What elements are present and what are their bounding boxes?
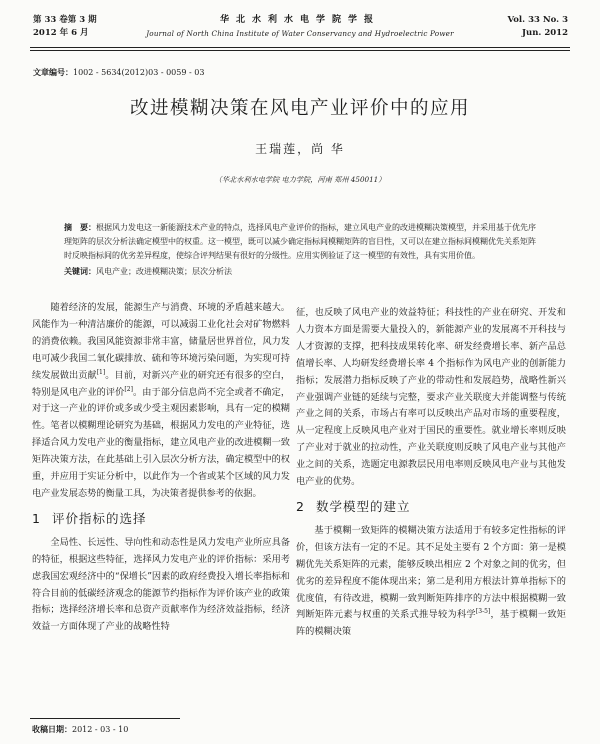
affiliation: （华北水利水电学院 电力学院，河南 郑州 450011）: [214, 175, 386, 184]
volume-label: Vol. 33 No. 3: [507, 15, 568, 25]
footnote: [32, 724, 128, 735]
intro-paragraph: 随着经济的发展，能源生产与消费、环境的矛盾越来越大。风能作为一种清洁廉价的能源，可以减弱工业化社会对矿物燃料的消费依赖。我国风能资源非常丰富，储量居世界首位，风力发电可减少我国二氧化碳排放、硫和等环境污染问题，为实现可持续发展做出贡献[1]。目前，对新兴产业的研究还有很多的空白，特别是风电产业的评价[2]。由于部分信息尚不完全或者不确定，对于这一产业的评价或多或少受主观因素影响，具有一定的模糊性。笔者以模糊理论研究为基础，根据风力发电的产业特征，选择适合风力发电产业的衡量指标，建立风电产业的改进模糊一致矩阵决策方法，在此基础上引入层次分析方法，确定模型中的权重，并应用于实证分析中，以此作为一个省或某个区域的风力发电产业发展态势的衡量工具，为决策者提供参考的依据。: [32, 302, 291, 499]
left-column: [32, 300, 290, 636]
header-left: [33, 14, 97, 40]
abstract-text: 根据风力发电这一新能源技术产业的特点，选择风电产业评价的指标，建立风电产业的改进模糊决策模型，并采用基于优先序理矩阵的层次分析法确定模型中的权重。这一模型，既可以减少确定指标间模糊矩阵的盲目性，又可以在建立指标间模糊优先关系矩阵时反映指标间的优劣差异程度，使综合评判结果有很好的分级性。应用实例验证了这一模型的有效性，具有实用价值。: [64, 223, 536, 261]
page-header: [0, 14, 600, 54]
issue-label: 第 33 卷第 3 期: [33, 15, 97, 25]
journal-title-cn: 华北水利水电学院学报: [219, 15, 380, 25]
received-date-value: 2012 - 03 - 10: [72, 725, 129, 734]
right-column: [296, 305, 566, 641]
section-2-paragraph: 基于模糊一致矩阵的模糊决策方法适用于有较多定性指标的评价，但该方法有一定的不足。其不足处主要有 2 个方面：第一是模糊优先关系矩阵的元素，能够反映出相应 2 个对象之间的优劣，但优劣的差异程度不能体现出来；第二是利用方根法计算单指标下的优度值，有待改进，模糊一致判断矩阵排序的方法中根据模糊一致判断矩阵元素与权重的关系式推导较为科学[3-5]，基于模糊一致矩阵的模糊决策: [296, 524, 566, 638]
section-2-heading: [296, 499, 566, 516]
citation-1: [1]: [96, 368, 106, 376]
abstract: [64, 220, 536, 279]
header-rule-thick: [30, 47, 570, 48]
keywords-text: 风电产业；改进模糊决策；层次分析法: [96, 266, 232, 276]
footnote-rule: [30, 718, 180, 719]
section-2-title: 数学模型的建立: [316, 498, 411, 514]
date-label: 2012 年 6 月: [33, 28, 89, 38]
journal-title-en: Journal of North China Institute of Water Conservancy and Hydroelectric Power: [146, 29, 454, 38]
citation-3-5: [3-5]: [475, 608, 491, 616]
article-number-label: 文章编号：: [33, 67, 73, 77]
article-number: [33, 67, 204, 78]
authors: 王瑞莲，尚 华: [255, 142, 345, 156]
abstract-label: 摘 要：: [64, 222, 96, 232]
month-label: Jun. 2012: [522, 28, 568, 38]
keywords-label: 关键词：: [64, 265, 96, 276]
section-1-continued-paragraph: 征，也反映了风电产业的效益特征；科技性的产业在研究、开发和人力资本方面是需要大量投入的，新能源产业的发展离不开科技与人才资源的支撑，把科技成果转化率、研发经费增长率、新产品总值增长率、人均研发经费增长率 4 个指标作为风电产业的创新能力指标；发展潜力指标反映了产业的带动性和发展趋势，战略性新兴产业强调产业链的延续与完整，要求产业关联度大并能调整与传统产业之间的关系，市场占有率可以反映出产品对市场的重要程度，从一定程度上反映风电产业对于国民的重要性。就业增长率则反映了产业对于就业的拉动性，产业关联度则反映了风电产业与其他产业之间的关系，选题定电源教层民用电率则反映风电产业与其他发电产业的优势。: [296, 307, 566, 488]
paper-title: 改进模糊决策在风电产业评价中的应用: [129, 98, 470, 119]
section-1-title: 评价指标的选择: [52, 510, 147, 526]
section-1-heading: [32, 511, 290, 528]
section-1-number: 1: [32, 510, 41, 526]
article-number-value: 1002 - 5634(2012)03 - 0059 - 03: [73, 68, 205, 77]
header-rule-thin: [30, 50, 570, 51]
journal-title: [120, 14, 480, 40]
received-date-label: 收稿日期：: [32, 724, 72, 734]
section-2-number: 2: [296, 498, 305, 514]
header-right: [507, 14, 568, 40]
citation-2: [2]: [124, 385, 133, 393]
section-1-paragraph: 全局性、长远性、导向性和动态性是风力发电产业所应具备的特征，根据这些特征，选择风力发电产业的评价指标：采用考虑我国宏观经济中的“保增长”因素的政府经费投入增长率指标和符合目前的低碳经济观念的能源节约指标作为评价该产业的政策指标；选择经济增长率和总资产贡献率作为经济效益指标，经济效益一方面体现了产业的战略性特: [32, 536, 290, 633]
